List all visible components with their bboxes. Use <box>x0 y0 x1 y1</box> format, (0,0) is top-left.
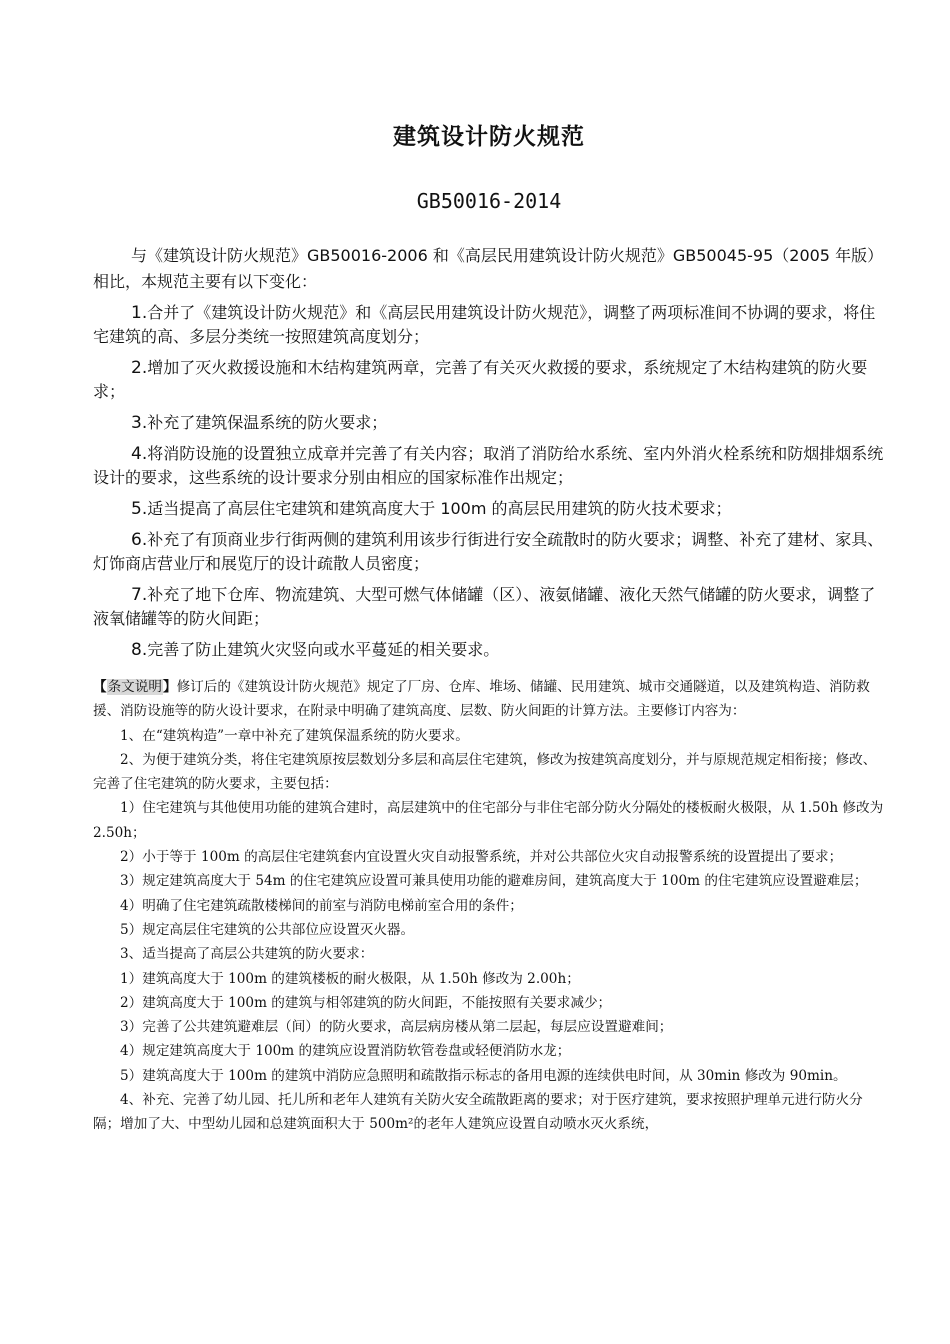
document-page <box>93 0 885 1137</box>
list-item: 1.合并了《建筑设计防火规范》和《高层民用建筑设计防火规范》，调整了两项标准间不协调的要求，将住宅建筑的高、多层分类统一按照建筑高度划分； <box>93 303 876 346</box>
document-title: 建筑设计防火规范 <box>393 124 585 150</box>
explanation-item: 1、在“建筑构造”一章中补充了建筑保温系统的防火要求。 <box>120 727 469 744</box>
explanation-item: 1）建筑高度大于 100m 的建筑楼板的耐火极限，从 1.50h 修改为 2.00h； <box>120 970 580 987</box>
explanation-section <box>93 675 885 1137</box>
explanation-item: 4、补充、完善了幼儿园、托儿所和老年人建筑有关防火安全疏散距离的要求；对于医疗建筑，要求按照护理单元进行防火分隔；增加了大、中型幼儿园和总建筑面积大于 500m²的老年人建筑应设置自动喷水灭火系统， <box>93 1092 863 1133</box>
explanation-item: 2）小于等于 100m 的高层住宅建筑套内宜设置火灾自动报警系统，并对公共部位火灾自动报警系统的设置提出了要求； <box>120 849 843 866</box>
explanation-item: 4）规定建筑高度大于 100m 的建筑应设置消防软管卷盘或轻便消防水龙； <box>120 1043 571 1060</box>
list-item: 6.补充了有顶商业步行街两侧的建筑利用该步行街进行安全疏散时的防火要求；调整、补充了建材、家具、灯饰商店营业厅和展览厅的设计疏散人员密度； <box>93 530 884 573</box>
explanation-item: 5）规定高层住宅建筑的公共部位应设置灭火器。 <box>120 921 415 938</box>
explanation-item: 2）建筑高度大于 100m 的建筑与相邻建筑的防火间距，不能按照有关要求减少； <box>120 994 612 1011</box>
explanation-item: 3）完善了公共建筑避难层（间）的防火要求，高层病房楼从第二层起，每层应设置避难间； <box>120 1019 673 1036</box>
intro-paragraph: 与《建筑设计防火规范》GB50016-2006 和《高层民用建筑设计防火规范》GB50045-95（2005 年版）相比，本规范主要有以下变化： <box>93 246 884 291</box>
explanation-item: 5）建筑高度大于 100m 的建筑中消防应急照明和疏散指示标志的备用电源的连续供电时间，从 30min 修改为 90min。 <box>120 1067 847 1084</box>
list-item: 2.增加了灭火救援设施和木结构建筑两章，完善了有关灭火救援的要求，系统规定了木结构建筑的防火要求； <box>93 358 868 401</box>
explanation-lead: 【条文说明】修订后的《建筑设计防火规范》规定了厂房、仓库、堆场、储罐、民用建筑、城市交通隧道，以及建筑构造、消防救援、消防设施等的防火设计要求，在附录中明确了建筑高度、层数、防火间距的计算方法。主要修订内容为： <box>93 679 870 720</box>
standard-code: GB50016-2014 <box>416 189 562 213</box>
explanation-item: 2、为便于建筑分类，将住宅建筑原按层数划分多层和高层住宅建筑，修改为按建筑高度划分，并与原规范规定相衔接；修改、完善了住宅建筑的防火要求，主要包括： <box>93 751 877 793</box>
list-item: 5.适当提高了高层住宅建筑和建筑高度大于 100m 的高层民用建筑的防火技术要求； <box>131 499 732 519</box>
list-item: 4.将消防设施的设置独立成章并完善了有关内容；取消了消防给水系统、室内外消火栓系统和防烟排烟系统设计的要求，这些系统的设计要求分别由相应的国家标准作出规定； <box>93 444 884 487</box>
list-item: 7.补充了地下仓库、物流建筑、大型可燃气体储罐（区）、液氨储罐、液化天然气储罐的防火要求，调整了液氧储罐等的防火间距； <box>93 585 876 628</box>
explanation-item: 1）住宅建筑与其他使用功能的建筑合建时，高层建筑中的住宅部分与非住宅部分防火分隔处的楼板耐火极限，从 1.50h 修改为 2.50h； <box>93 800 884 841</box>
explanation-item: 3）规定建筑高度大于 54m 的住宅建筑应设置可兼具使用功能的避难房间，建筑高度大于 100m 的住宅建筑应设置避难层； <box>120 873 868 890</box>
explanation-item: 3、适当提高了高层公共建筑的防火要求： <box>120 946 374 963</box>
list-item: 8.完善了防止建筑火灾竖向或水平蔓延的相关要求。 <box>131 640 500 660</box>
explanation-tag: 条文说明 <box>107 679 162 695</box>
changes-list <box>93 301 885 662</box>
explanation-item: 4）明确了住宅建筑疏散楼梯间的前室与消防电梯前室合用的条件； <box>120 897 523 914</box>
list-item: 3.补充了建筑保温系统的防火要求； <box>131 413 388 433</box>
